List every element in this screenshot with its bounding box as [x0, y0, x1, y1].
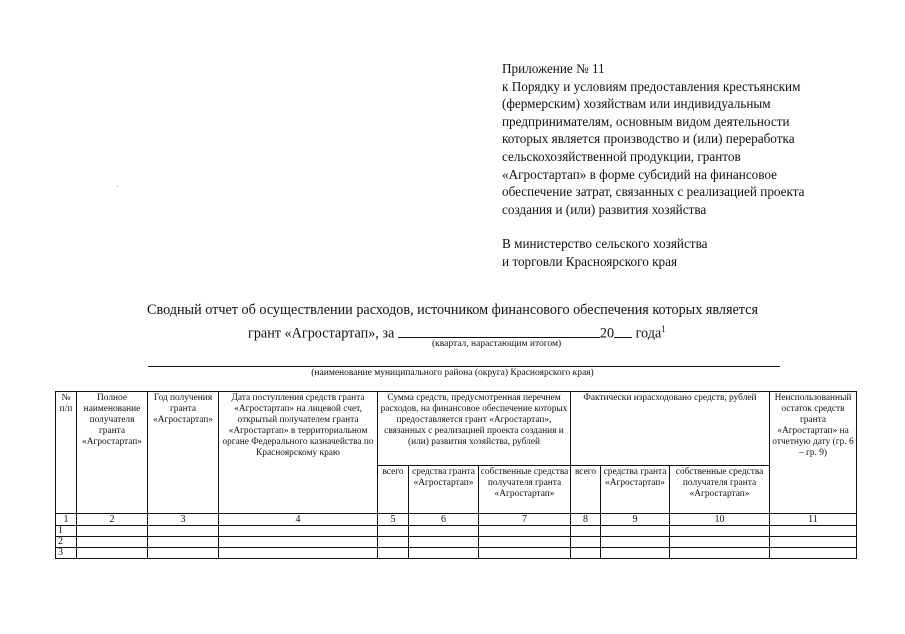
table-cell[interactable] [670, 526, 770, 537]
table-cell[interactable] [571, 548, 601, 559]
table-cell[interactable] [219, 548, 378, 559]
table-cell[interactable] [770, 526, 857, 537]
column-number: 11 [770, 514, 857, 526]
recipient-block [502, 235, 882, 270]
column-number: 4 [219, 514, 378, 526]
column-number: 5 [378, 514, 409, 526]
header-actual: Фактически израсходовано средств, рублей [571, 392, 770, 466]
table-cell[interactable] [409, 548, 479, 559]
appendix-line: Приложение № 11 [502, 61, 605, 76]
column-number: 1 [56, 514, 77, 526]
table-row [56, 548, 857, 559]
header-planned-grant: средства гранта «Агростартап» [409, 466, 479, 514]
table-cell[interactable] [148, 548, 219, 559]
appendix-line: сельскохозяйственной продукции, грантов [502, 148, 741, 164]
header-year: Год получения гранта «Агростартап» [148, 392, 219, 514]
header-name: Полное наименование получателя гранта «Агростартап» [77, 392, 148, 514]
header-planned: Сумма средств, предусмотренная перечнем расходов, на финансовое обеспечение которых предоставляется грант «Агростартап», связанных с реализацией проекта создания и (или) развития хозяйства, рублей [378, 392, 571, 466]
column-number: 6 [409, 514, 479, 526]
appendix-line: которых является производство и (или) переработка [502, 131, 795, 147]
table-cell[interactable] [148, 526, 219, 537]
table-row [56, 537, 857, 548]
municipality-blank[interactable] [148, 366, 780, 367]
table-cell[interactable] [479, 537, 571, 548]
table-cell[interactable] [409, 526, 479, 537]
header-planned-own: собственные средства получателя гранта «Агростартап» [479, 466, 571, 514]
appendix-block [502, 60, 882, 218]
recipient-line: В министерство сельского хозяйства [502, 236, 708, 251]
row-number: 2 [56, 537, 77, 548]
appendix-line: к Порядку и условиям предоставления крестьянским [502, 78, 801, 94]
table-cell[interactable] [770, 548, 857, 559]
table-cell[interactable] [670, 537, 770, 548]
table-cell[interactable] [148, 537, 219, 548]
table-cell[interactable] [77, 537, 148, 548]
header-actual-total: всего [571, 466, 601, 514]
column-number: 2 [77, 514, 148, 526]
year-blank[interactable] [614, 323, 632, 338]
title-year-prefix: 20 [599, 325, 615, 342]
title-prefix: грант «Агростартап», за [248, 325, 395, 342]
table-cell[interactable] [77, 548, 148, 559]
header-date: Дата поступления средств гранта «Агростартап» на лицевой счет, открытый получателем гранта «Агростартап» в территориальном органе Федерального казначейства по Красноярскому краю [219, 392, 378, 514]
table-cell[interactable] [601, 526, 670, 537]
column-number: 3 [148, 514, 219, 526]
table-cell[interactable] [601, 548, 670, 559]
period-hint: (квартал, нарастающим итогом) [432, 339, 562, 349]
table-cell[interactable] [571, 537, 601, 548]
column-number: 9 [601, 514, 670, 526]
table-cell[interactable] [219, 526, 378, 537]
header-actual-own: собственные средства получателя гранта «Агростартап» [670, 466, 770, 514]
table-cell[interactable] [670, 548, 770, 559]
row-number: 3 [56, 548, 77, 559]
report-table [55, 391, 857, 559]
report-title: Сводный отчет об осуществлении расходов, источником финансового обеспечения которых является [147, 302, 758, 318]
appendix-line: создания и (или) развития хозяйства [502, 201, 707, 217]
column-number: 8 [571, 514, 601, 526]
table-cell[interactable] [77, 526, 148, 537]
header-planned-total: всего [378, 466, 409, 514]
table-cell[interactable] [378, 537, 409, 548]
table-cell[interactable] [601, 537, 670, 548]
table-cell[interactable] [479, 548, 571, 559]
column-number: 7 [479, 514, 571, 526]
recipient-line: и торговли Красноярского края [502, 253, 678, 269]
table-cell[interactable] [770, 537, 857, 548]
table-cell[interactable] [378, 526, 409, 537]
table-cell[interactable] [219, 537, 378, 548]
header-actual-grant: средства гранта «Агростартап» [601, 466, 670, 514]
appendix-line: предпринимателям, основным видом деятельности [502, 113, 790, 129]
table-cell[interactable] [409, 537, 479, 548]
header-num: № п/п [56, 392, 77, 514]
title-suffix: года [635, 325, 662, 342]
table-cell[interactable] [571, 526, 601, 537]
table-cell[interactable] [378, 548, 409, 559]
table-cell[interactable] [479, 526, 571, 537]
table-row [56, 526, 857, 537]
appendix-line: (фермерским) хозяйствам или индивидуальным [502, 96, 771, 112]
row-number: 1 [56, 526, 77, 537]
header-remaining: Неиспользованный остаток средств гранта «Агростартап» на отчетную дату (гр. 6 – гр. 9) [770, 392, 857, 514]
column-number-row [56, 514, 857, 526]
footnote-mark: 1 [661, 324, 666, 334]
column-number: 10 [670, 514, 770, 526]
period-blank[interactable] [398, 323, 600, 338]
appendix-line: «Агростартап» в форме субсидий на финансовое [502, 166, 778, 182]
appendix-line: обеспечение затрат, связанных с реализацией проекта [502, 184, 805, 200]
municipality-hint: (наименование муниципального района (округа) Красноярского края) [311, 368, 594, 378]
scan-speck [117, 186, 118, 187]
